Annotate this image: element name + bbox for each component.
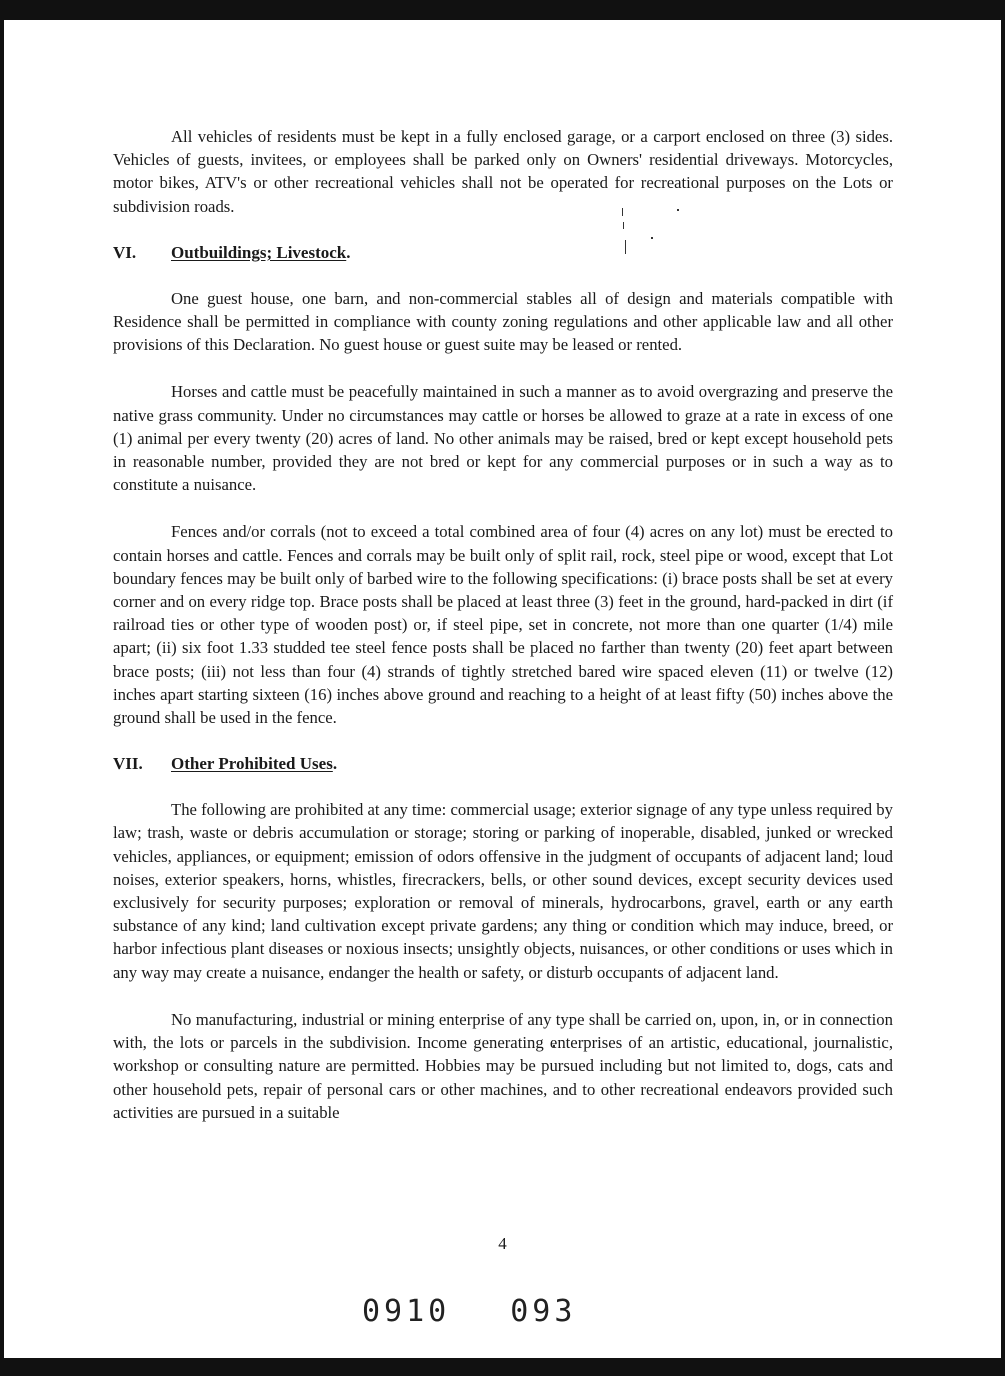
scan-border-right <box>1001 0 1005 1376</box>
section-heading-vii <box>113 754 893 774</box>
section-number: VI. <box>113 242 137 262</box>
section-title: Other Prohibited Uses <box>171 754 333 774</box>
paragraph-fences: Fences and/or corrals (not to exceed a total combined area of four (4) acres on any lot) must be erected to contain horses and cattle. Fences and corrals may be built only of split rail, rock, steel pipe or wood, except that Lot boundary fences may be built only of barbed wire to the following specifications: (i) brace posts shall be set at every corner and on every ridge top. Brace posts shall be placed at least three (3) feet in the ground, hard-packed in dirt (if railroad ties or other type of wooden post) or, if steel pipe, set in concrete, not more than one quarter (1/4) mile apart; (ii) six foot 1.33 studded tee steel fence posts shall be placed no farther than twenty (20) feet apart between brace posts; (iii) not less than four (4) strands of tightly stretched bared wire spaced eleven (11) or twelve (12) inches apart starting sixteen (16) inches above ground and reaching to a height of at least fifty (50) inches above the ground shall be used in the fence. <box>113 522 893 728</box>
paragraph-prohibited: The following are prohibited at any time: commercial usage; exterior signage of any type unless required by law; trash, waste or debris accumulation or storage; storing or parking of inoperable, disabled, junked or wrecked vehicles, appliances, or equipment; emission of odors offensive in the judgment of occupants of adjacent land; loud noises, exterior speakers, horns, whistles, firecrackers, bells, or other sound devices, except security devices used exclusively for security purposes; exploration or removal of minerals, hydrocarbons, gravel, earth or any earth substance of any kind; land cultivation except private gardens; any thing or condition which may induce, breed, or harbor infectious plant diseases or noxious insects; unsightly objects, nuisances, or other conditions or uses which in any way may create a nuisance, endanger the health or safety, or disturb occupants of adjacent land. <box>113 800 893 982</box>
page-number: 4 <box>498 1234 507 1253</box>
scan-border-left <box>0 0 4 1376</box>
paragraph-guest-house: One guest house, one barn, and non-commercial stables all of design and materials compatible with Residence shall be permitted in compliance with county zoning regulations and other applicable law and all other provisions of this Declaration. No guest house or guest suite may be leased or rented. <box>113 288 893 355</box>
section-number: VII. <box>113 754 143 774</box>
paragraph-manufacturing: No manufacturing, industrial or mining enterprise of any type shall be carried on, upon, in, or in connection with, the lots or parcels in the subdivision. Income generating enterprises of an artistic, educational, journalistic, workshop or consulting nature are permitted. Hobbies may be pursued including but not limited to, dogs, cats and other household pets, repair of personal cars or other machines, and to other recreational endeavors provided such activities are pursued in a suitable <box>113 1009 893 1122</box>
stamp-page: 093 <box>510 1294 577 1329</box>
paragraph-horses: Horses and cattle must be peacefully maintained in such a manner as to avoid overgrazing and preserve the native grass community. Under no circumstances may cattle or horses be allowed to graze at a rate in excess of one (1) animal per every twenty (20) acres of land. No other animals may be raised, bred or kept except household pets in reasonable number, provided they are not bred or kept for any commercial purposes or in such a way as to constitute a nuisance. <box>113 382 893 495</box>
section-title-period: . <box>346 242 351 262</box>
scan-border-bottom <box>0 1358 1005 1376</box>
section-title: Outbuildings; Livestock <box>171 242 347 262</box>
recording-stamp <box>362 1294 576 1329</box>
document-page <box>113 125 893 1124</box>
section-title-period: . <box>332 754 338 774</box>
paragraph-vehicles: All vehicles of residents must be kept in a fully enclosed garage, or a carport enclosed on three (3) sides. Vehicles of guests, invitees, or employees shall be parked only on Owners' residential driveways. Motorcycles, motor bikes, ATV's or other recreational vehicles shall not be operated for recreational purposes on the Lots or subdivision roads. <box>113 127 893 216</box>
scan-border-top <box>0 0 1005 20</box>
section-heading-vi <box>113 243 893 263</box>
stamp-book: 0910 <box>362 1294 451 1329</box>
